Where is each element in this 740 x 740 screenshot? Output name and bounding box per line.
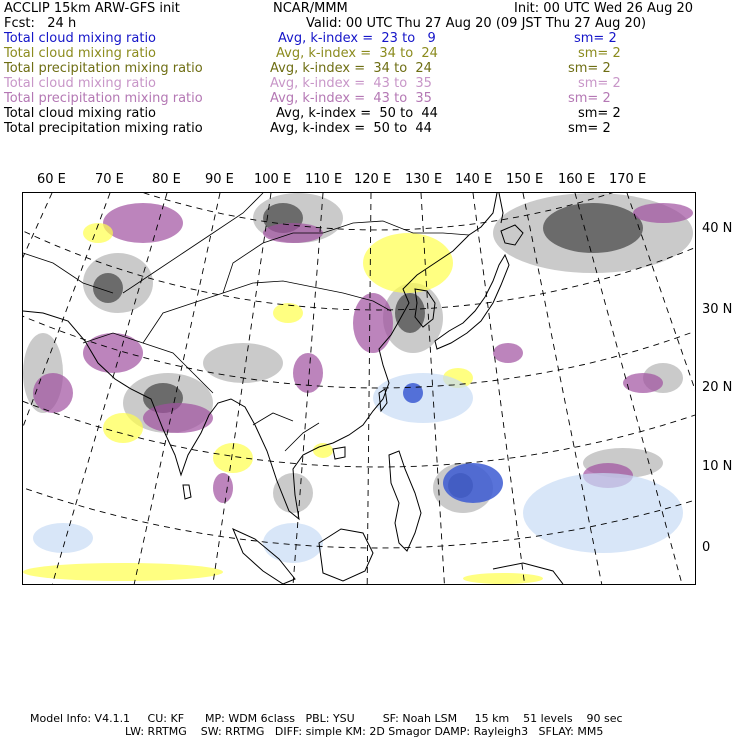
field-avg: Avg, k-index = 34 to 24 [270, 61, 432, 76]
latitude-label: 20 N [702, 380, 733, 395]
field-name: Total precipitation mixing ratio [4, 121, 203, 136]
shading-purple [493, 343, 523, 363]
shading-gray-dark [543, 203, 643, 253]
meridian-line [213, 193, 271, 584]
field-name: Total cloud mixing ratio [4, 46, 157, 61]
shading-light-blue [33, 523, 93, 553]
longitude-label: 140 E [455, 172, 493, 187]
field-smoothing: sm= 2 [578, 46, 621, 61]
shading-purple [213, 473, 233, 503]
field-name: Total precipitation mixing ratio [4, 61, 203, 76]
longitude-label: 100 E [254, 172, 292, 187]
field-avg: Avg, k-index = 23 to 9 [278, 31, 436, 46]
shading-purple [293, 353, 323, 393]
field-avg: Avg, k-index = 43 to 35 [270, 76, 432, 91]
shading-purple [33, 373, 73, 413]
coastline-borneo [319, 529, 373, 581]
field-avg: Avg, k-index = 43 to 35 [270, 91, 432, 106]
field-smoothing: sm= 2 [568, 121, 611, 136]
longitude-label: 60 E [37, 172, 66, 187]
field-shading [23, 193, 693, 584]
field-name: Total precipitation mixing ratio [4, 91, 203, 106]
longitude-label: 170 E [609, 172, 647, 187]
field-avg: Avg, k-index = 50 to 44 [276, 106, 438, 121]
longitude-label: 160 E [558, 172, 596, 187]
shading-gray-dark [395, 293, 425, 333]
field-smoothing: sm= 2 [568, 91, 611, 106]
center-label: NCAR/MMM [273, 1, 348, 16]
shading-yellow [273, 303, 303, 323]
latitude-label: 0 [702, 540, 711, 555]
latitude-label: 10 N [702, 459, 733, 474]
valid-time: Valid: 00 UTC Thu 27 Aug 20 (09 JST Thu 27 Aug 20) [306, 16, 647, 31]
field-avg: Avg, k-index = 34 to 24 [276, 46, 438, 61]
longitude-label: 110 E [305, 172, 343, 187]
forecast-hour: Fcst: 24 h [4, 16, 77, 31]
shading-yellow [463, 573, 543, 584]
latitude-label: 30 N [702, 302, 733, 317]
init-time: Init: 00 UTC Wed 26 Aug 20 [514, 1, 694, 16]
field-smoothing: sm= 2 [578, 76, 621, 91]
shading-purple [623, 373, 663, 393]
longitude-label: 120 E [354, 172, 392, 187]
shading-yellow [23, 563, 223, 581]
field-smoothing: sm= 2 [574, 31, 617, 46]
shading-light-blue [523, 473, 683, 553]
longitude-label: 90 E [205, 172, 234, 187]
shading-purple [633, 203, 693, 223]
field-name: Total cloud mixing ratio [4, 106, 157, 121]
shading-light-blue [263, 523, 323, 563]
shading-gray-light [273, 473, 313, 513]
field-name: Total cloud mixing ratio [4, 31, 157, 46]
field-smoothing: sm= 2 [568, 61, 611, 76]
shading-yellow [103, 413, 143, 443]
coastline-srilanka [183, 485, 191, 499]
model-physics: LW: RRTMG SW: RRTMG DIFF: simple KM: 2D Smagor DAMP: Rayleigh3 SFLAY: MM5 [125, 725, 604, 738]
shading-blue [403, 383, 423, 403]
field-name: Total cloud mixing ratio [4, 76, 157, 91]
coastline-hainan [333, 447, 345, 459]
longitude-label: 70 E [95, 172, 124, 187]
shading-yellow [313, 443, 333, 458]
longitude-label: 150 E [506, 172, 544, 187]
longitude-label: 80 E [152, 172, 181, 187]
shading-purple [103, 203, 183, 243]
field-smoothing: sm= 2 [578, 106, 621, 121]
map-panel [22, 192, 696, 585]
shading-purple [353, 293, 393, 353]
longitude-label: 130 E [405, 172, 443, 187]
shading-blue [443, 463, 503, 503]
plot-title: ACCLIP 15km ARW-GFS init [4, 1, 180, 16]
model-info: Model Info: V4.1.1 CU: KF MP: WDM 6class PBL: YSU SF: Noah LSM 15 km 51 levels 90 sec [30, 712, 623, 725]
latitude-label: 40 N [702, 221, 733, 236]
shading-gray-light [203, 343, 283, 383]
field-avg: Avg, k-index = 50 to 44 [270, 121, 432, 136]
map-canvas [23, 193, 695, 584]
